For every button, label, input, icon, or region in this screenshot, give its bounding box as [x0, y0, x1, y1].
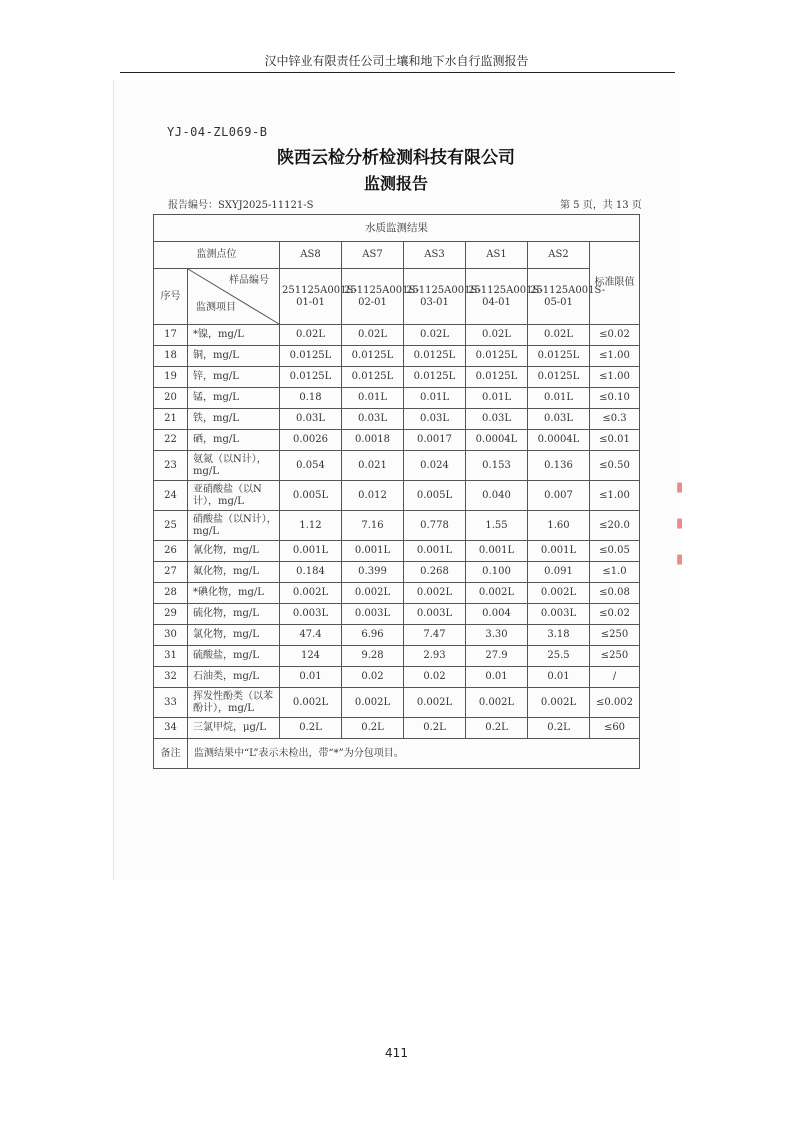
value-cell: 7.47: [404, 625, 466, 646]
value-cell: 0.002L: [404, 688, 466, 718]
value-cell: 0.0125L: [342, 367, 404, 388]
value-cell: 0.0125L: [404, 346, 466, 367]
value-cell: 7.16: [342, 511, 404, 541]
standard-limit: ≤0.08: [590, 583, 640, 604]
standard-limit: ≤1.00: [590, 367, 640, 388]
value-cell: 0.0125L: [528, 346, 590, 367]
note-text: 监测结果中“L”表示未检出，带“*”为分包项目。: [188, 739, 640, 769]
value-cell: 1.60: [528, 511, 590, 541]
table-row: [154, 451, 640, 481]
results-table: [153, 214, 640, 769]
table-row: [154, 646, 640, 667]
value-cell: 0.003L: [342, 604, 404, 625]
value-cell: 0.007: [528, 481, 590, 511]
standard-limit: ≤1.0: [590, 562, 640, 583]
row-number: 32: [154, 667, 188, 688]
row-number: 18: [154, 346, 188, 367]
value-cell: 0.268: [404, 562, 466, 583]
standard-limit: ≤0.002: [590, 688, 640, 718]
document-code: YJ-04-ZL069-B: [167, 125, 268, 139]
row-number: 31: [154, 646, 188, 667]
value-cell: 1.12: [280, 511, 342, 541]
note-row: [154, 739, 640, 769]
table-row: [154, 430, 640, 451]
value-cell: 0.002L: [528, 688, 590, 718]
value-cell: 0.040: [466, 481, 528, 511]
seq-label: 序号: [154, 269, 188, 325]
value-cell: 0.02: [404, 667, 466, 688]
value-cell: 0.0125L: [404, 367, 466, 388]
value-cell: 0.002L: [280, 688, 342, 718]
standard-limit: ≤0.02: [590, 604, 640, 625]
standard-limit: ≤0.10: [590, 388, 640, 409]
row-number: 23: [154, 451, 188, 481]
value-cell: 0.2L: [280, 718, 342, 739]
value-cell: 0.001L: [528, 541, 590, 562]
value-cell: 0.03L: [404, 409, 466, 430]
value-cell: 0.001L: [342, 541, 404, 562]
table-row: [154, 604, 640, 625]
parameter-name: 硫化物，mg/L: [188, 604, 280, 625]
standard-limit: /: [590, 667, 640, 688]
value-cell: 0.399: [342, 562, 404, 583]
value-cell: 25.5: [528, 646, 590, 667]
value-cell: 0.002L: [280, 583, 342, 604]
table-row: [154, 409, 640, 430]
value-cell: 0.02L: [280, 325, 342, 346]
value-cell: 0.003L: [280, 604, 342, 625]
station-cell: AS3: [404, 242, 466, 269]
value-cell: 0.021: [342, 451, 404, 481]
parameter-name: 硫酸盐，mg/L: [188, 646, 280, 667]
sample-id-cell: 251125A001S-05-01: [528, 269, 590, 325]
value-cell: 0.01L: [466, 388, 528, 409]
note-label: 备注: [154, 739, 188, 769]
row-number: 25: [154, 511, 188, 541]
location-label: 监测点位: [154, 242, 280, 269]
table-row: [154, 688, 640, 718]
standard-limit: ≤250: [590, 625, 640, 646]
table-row: [154, 511, 640, 541]
value-cell: 3.30: [466, 625, 528, 646]
value-cell: 0.02L: [528, 325, 590, 346]
value-cell: 0.02L: [404, 325, 466, 346]
value-cell: 2.93: [404, 646, 466, 667]
standard-limit: ≤1.00: [590, 481, 640, 511]
standard-limit: ≤0.05: [590, 541, 640, 562]
company-name: 陕西云检分析检测科技有限公司: [277, 148, 515, 168]
item-label: 监测项目: [196, 302, 236, 313]
row-number: 29: [154, 604, 188, 625]
value-cell: 0.03L: [528, 409, 590, 430]
value-cell: 0.002L: [342, 688, 404, 718]
parameter-name: *碘化物，mg/L: [188, 583, 280, 604]
value-cell: 0.100: [466, 562, 528, 583]
table-row: [154, 625, 640, 646]
sample-id-cell: 251125A001S-04-01: [466, 269, 528, 325]
table-row: [154, 562, 640, 583]
value-cell: 0.0125L: [280, 346, 342, 367]
value-cell: 47.4: [280, 625, 342, 646]
value-cell: 0.02L: [342, 325, 404, 346]
parameter-name: *镍，mg/L: [188, 325, 280, 346]
parameter-name: 三氯甲烷，μg/L: [188, 718, 280, 739]
value-cell: 0.0004L: [528, 430, 590, 451]
row-number: 24: [154, 481, 188, 511]
value-cell: 0.0125L: [466, 367, 528, 388]
page-number: 411: [385, 1046, 408, 1060]
page-count: 第 5 页，共 13 页: [560, 200, 642, 211]
value-cell: 0.001L: [404, 541, 466, 562]
row-number: 20: [154, 388, 188, 409]
station-cell: AS7: [342, 242, 404, 269]
standard-limit: ≤1.00: [590, 346, 640, 367]
parameter-name: 氯化物，mg/L: [188, 625, 280, 646]
station-cell: AS1: [466, 242, 528, 269]
value-cell: 0.0017: [404, 430, 466, 451]
value-cell: 0.153: [466, 451, 528, 481]
table-row: [154, 541, 640, 562]
value-cell: 0.024: [404, 451, 466, 481]
row-number: 19: [154, 367, 188, 388]
std-label: 标准限值: [590, 242, 640, 325]
table-row: [154, 667, 640, 688]
value-cell: 0.001L: [466, 541, 528, 562]
parameter-name: 氨氮（以N计），mg/L: [188, 451, 280, 481]
value-cell: 0.01: [528, 667, 590, 688]
value-cell: 0.01: [466, 667, 528, 688]
table-row: [154, 346, 640, 367]
value-cell: 0.03L: [342, 409, 404, 430]
standard-limit: ≤250: [590, 646, 640, 667]
row-number: 34: [154, 718, 188, 739]
value-cell: 0.002L: [528, 583, 590, 604]
station-cell: AS8: [280, 242, 342, 269]
parameter-name: 氟化物，mg/L: [188, 562, 280, 583]
value-cell: 3.18: [528, 625, 590, 646]
table-row: [154, 481, 640, 511]
value-cell: 0.002L: [466, 688, 528, 718]
parameter-name: 锌，mg/L: [188, 367, 280, 388]
table-row: [154, 583, 640, 604]
value-cell: 0.054: [280, 451, 342, 481]
parameter-name: 铁，mg/L: [188, 409, 280, 430]
value-cell: 9.28: [342, 646, 404, 667]
value-cell: 0.0125L: [280, 367, 342, 388]
value-cell: 0.0004L: [466, 430, 528, 451]
value-cell: 0.0125L: [342, 346, 404, 367]
row-number: 22: [154, 430, 188, 451]
station-cell: AS2: [528, 242, 590, 269]
header-rule: [120, 72, 675, 73]
standard-limit: ≤0.3: [590, 409, 640, 430]
value-cell: 0.01: [280, 667, 342, 688]
table-row: [154, 388, 640, 409]
report-number: 报告编号：SXYJ2025-11121-S: [168, 200, 314, 211]
parameter-name: 硒，mg/L: [188, 430, 280, 451]
value-cell: 27.9: [466, 646, 528, 667]
value-cell: 0.01L: [342, 388, 404, 409]
parameter-name: 挥发性酚类（以苯酚计），mg/L: [188, 688, 280, 718]
parameter-name: 铜，mg/L: [188, 346, 280, 367]
value-cell: 0.02L: [466, 325, 528, 346]
parameter-name: 硝酸盐（以N计），mg/L: [188, 511, 280, 541]
value-cell: 0.0125L: [466, 346, 528, 367]
value-cell: 0.001L: [280, 541, 342, 562]
row-number: 33: [154, 688, 188, 718]
value-cell: 0.778: [404, 511, 466, 541]
value-cell: 0.003L: [404, 604, 466, 625]
parameter-name: 亚硝酸盐（以N计），mg/L: [188, 481, 280, 511]
row-number: 28: [154, 583, 188, 604]
table-row: [154, 367, 640, 388]
value-cell: 0.136: [528, 451, 590, 481]
row-number: 27: [154, 562, 188, 583]
parameter-name: 氰化物，mg/L: [188, 541, 280, 562]
value-cell: 124: [280, 646, 342, 667]
value-cell: 0.2L: [528, 718, 590, 739]
report-title: 监测报告: [363, 174, 428, 193]
value-cell: 0.0018: [342, 430, 404, 451]
value-cell: 0.005L: [404, 481, 466, 511]
sample-id-cell: 251125A001S-03-01: [404, 269, 466, 325]
value-cell: 0.002L: [404, 583, 466, 604]
red-stamp-fragment: ▮ ▮ ▮: [676, 480, 684, 567]
table-title: 水质监测结果: [154, 215, 640, 242]
value-cell: 0.02: [342, 667, 404, 688]
sample-label: 样品编号: [229, 275, 269, 286]
value-cell: 0.01L: [404, 388, 466, 409]
value-cell: 6.96: [342, 625, 404, 646]
value-cell: 0.03L: [280, 409, 342, 430]
value-cell: 0.005L: [280, 481, 342, 511]
table-row: [154, 718, 640, 739]
value-cell: 0.0125L: [528, 367, 590, 388]
value-cell: 0.091: [528, 562, 590, 583]
row-number: 30: [154, 625, 188, 646]
sample-id-cell: 251125A001S-02-01: [342, 269, 404, 325]
row-number: 26: [154, 541, 188, 562]
value-cell: 0.002L: [342, 583, 404, 604]
standard-limit: ≤20.0: [590, 511, 640, 541]
parameter-name: 石油类，mg/L: [188, 667, 280, 688]
standard-limit: ≤0.01: [590, 430, 640, 451]
diagonal-header: [188, 269, 280, 325]
value-cell: 1.55: [466, 511, 528, 541]
standard-limit: ≤60: [590, 718, 640, 739]
value-cell: 0.012: [342, 481, 404, 511]
value-cell: 0.002L: [466, 583, 528, 604]
row-number: 17: [154, 325, 188, 346]
value-cell: 0.03L: [466, 409, 528, 430]
table-row: [154, 325, 640, 346]
parameter-name: 锰，mg/L: [188, 388, 280, 409]
value-cell: 0.184: [280, 562, 342, 583]
value-cell: 0.004: [466, 604, 528, 625]
sample-id-cell: 251125A001S-01-01: [280, 269, 342, 325]
value-cell: 0.003L: [528, 604, 590, 625]
value-cell: 0.01L: [528, 388, 590, 409]
value-cell: 0.0026: [280, 430, 342, 451]
standard-limit: ≤0.02: [590, 325, 640, 346]
value-cell: 0.2L: [466, 718, 528, 739]
page-header: 汉中锌业有限责任公司土壤和地下水自行监测报告: [264, 54, 529, 68]
standard-limit: ≤0.50: [590, 451, 640, 481]
value-cell: 0.18: [280, 388, 342, 409]
table-body: [154, 215, 640, 769]
row-number: 21: [154, 409, 188, 430]
value-cell: 0.2L: [404, 718, 466, 739]
value-cell: 0.2L: [342, 718, 404, 739]
